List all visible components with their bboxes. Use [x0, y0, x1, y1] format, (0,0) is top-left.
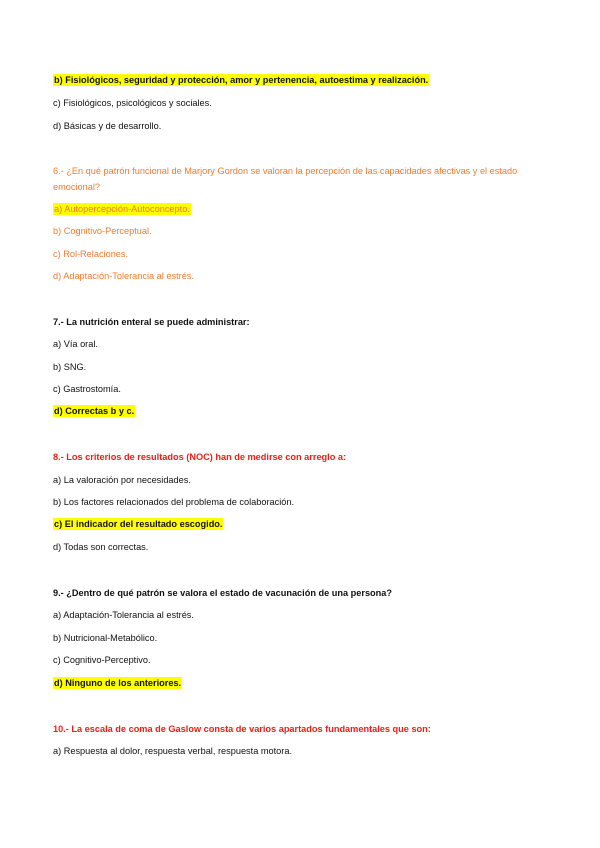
q8-option-b: b) Los factores relacionados del problema de colaboración.	[53, 497, 295, 507]
q9-question: 9.- ¿Dentro de qué patrón se valora el estado de vacunación de una persona?	[53, 588, 392, 598]
q9-option-d	[53, 677, 182, 689]
q7-option-d-text: d) Correctas b y c.	[54, 406, 135, 416]
q8-option-c-text: c) El indicador del resultado escogido.	[54, 519, 223, 529]
q8-option-c	[53, 518, 223, 530]
q9-option-c: c) Cognitivo-Perceptivo.	[53, 655, 151, 665]
q6-option-a-text: a) Autopercepción-Autoconcepto.	[54, 204, 190, 214]
q7-option-b: b) SNG.	[53, 362, 87, 372]
q7-option-a: a) Vía oral.	[53, 339, 98, 349]
q5-option-c: c) Fisiológicos, psicológicos y sociales.	[53, 98, 212, 108]
q7-option-d	[53, 405, 135, 417]
q10-option-a: a) Respuesta al dolor, respuesta verbal, respuesta motora.	[53, 746, 293, 756]
q6-option-d: d) Adaptación-Tolerancia al estrés.	[53, 271, 194, 281]
q8-option-a: a) La valoración por necesidades.	[53, 475, 191, 485]
q7-option-c: c) Gastrostomía.	[53, 384, 121, 394]
q5-option-b-text: b) Fisiológicos, seguridad y protección, amor y pertenencia, autoestima y realización.	[54, 75, 429, 85]
q9-option-a: a) Adaptación-Tolerancia al estrés.	[53, 610, 194, 620]
q9-option-b: b) Nutricional-Metabólico.	[53, 633, 158, 643]
q6-option-b: b) Cognitivo-Perceptual.	[53, 226, 152, 236]
q9-option-d-text: d) Ninguno de los anteriores.	[54, 678, 182, 688]
q6-option-a	[53, 203, 191, 215]
q5-option-b	[53, 74, 429, 86]
q6-question: 6.- ¿En qué patrón funcional de Marjory Gordon se valoran la percepción de las capacidades afectivas y el estado emocional?	[53, 166, 518, 192]
q10-question: 10.- La escala de coma de Gaslow consta de varios apartados fundamentales que son:	[53, 724, 431, 734]
q8-question: 8.- Los criterios de resultados (NOC) han de medirse con arreglo a:	[53, 452, 347, 462]
q8-option-d: d) Todas son correctas.	[53, 542, 149, 552]
q5-option-d: d) Básicas y de desarrollo.	[53, 121, 162, 131]
q6-option-c: c) Rol-Relaciones.	[53, 249, 129, 259]
q7-question: 7.- La nutrición enteral se puede administrar:	[53, 317, 250, 327]
